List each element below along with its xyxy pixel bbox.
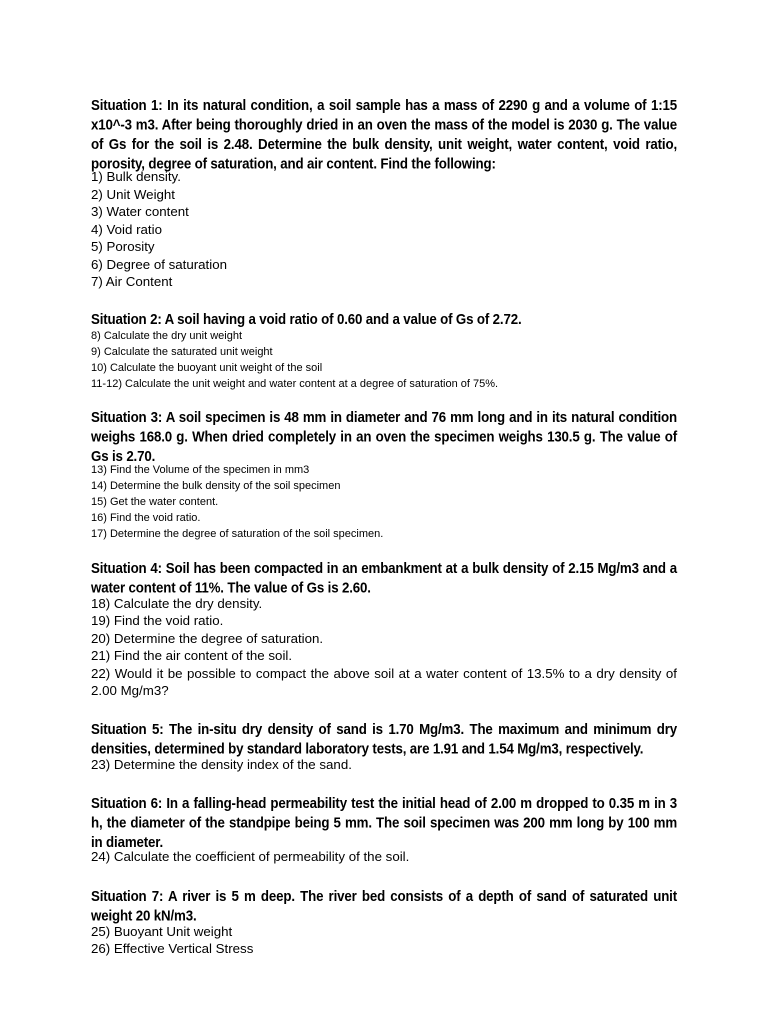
situation-2-questions (91, 328, 677, 392)
question-6: 6) Degree of saturation (91, 256, 228, 272)
question-20: 20) Determine the degree of saturation. (91, 630, 324, 646)
question-26: 26) Effective Vertical Stress (91, 941, 254, 956)
question-4: 4) Void ratio (91, 221, 162, 237)
question-24: 24) Calculate the coefficient of permeability of the soil. (91, 849, 410, 864)
situation-2 (91, 310, 677, 392)
situation-3 (91, 408, 677, 542)
situation-4-prompt: Situation 4: Soil has been compacted in an embankment at a bulk density of 2.15 Mg/m3 and a water content of 11%. The value of Gs is 2.60. (91, 559, 677, 596)
situation-3-questions (91, 462, 677, 542)
question-21: 21) Find the air content of the soil. (91, 648, 293, 663)
question-19: 19) Find the void ratio. (91, 613, 224, 628)
question-18: 18) Calculate the dry density. (91, 595, 263, 611)
situation-5 (91, 720, 677, 774)
question-9: 9) Calculate the saturated unit weight (91, 345, 273, 358)
situation-7-questions (91, 923, 677, 958)
question-15: 15) Get the water content. (91, 495, 219, 508)
situation-1 (91, 96, 677, 291)
situation-1-prompt: Situation 1: In its natural condition, a soil sample has a mass of 2290 g and a volume of 1:15 x10^-3 m3. After being thoroughly dried in an oven the mass of the model is 2030 g. The value of Gs for the soil is 2.48. Determine the bulk density, unit weight, water content, void ratio, porosity, degree of saturation, and air content. Find the following: (91, 97, 677, 172)
situation-6 (91, 794, 677, 866)
question-17: 17) Determine the degree of saturation of the soil specimen. (91, 527, 384, 540)
question-2: 2) Unit Weight (91, 186, 176, 202)
situation-5-prompt: Situation 5: The in-situ dry density of sand is 1.70 Mg/m3. The maximum and minimum dry densities, determined by standard laboratory tests, are 1.91 and 1.54 Mg/m3, respectively. (91, 720, 677, 757)
document-page (91, 96, 677, 978)
question-11-12: 11-12) Calculate the unit weight and water content at a degree of saturation of 75%. (91, 377, 499, 390)
situation-2-prompt: Situation 2: A soil having a void ratio of 0.60 and a value of Gs of 2.72. (91, 310, 522, 327)
question-5: 5) Porosity (91, 239, 155, 254)
question-14: 14) Determine the bulk density of the soil specimen (91, 479, 341, 492)
question-10: 10) Calculate the buoyant unit weight of the soil (91, 361, 323, 374)
question-25: 25) Buoyant Unit weight (91, 923, 233, 939)
question-13: 13) Find the Volume of the specimen in mm3 (91, 463, 310, 476)
question-7: 7) Air Content (91, 274, 173, 289)
situation-7-prompt: Situation 7: A river is 5 m deep. The river bed consists of a depth of sand of saturated unit weight 20 kN/m3. (91, 887, 677, 924)
question-3: 3) Water content (91, 204, 189, 219)
question-1: 1) Bulk density. (91, 169, 181, 184)
situation-4 (91, 559, 677, 700)
situation-4-questions (91, 595, 677, 700)
situation-3-prompt: Situation 3: A soil specimen is 48 mm in diameter and 76 mm long and in its natural condition weighs 168.0 g. When dried completely in an oven the specimen weighs 130.5 g. The value of Gs is 2.70. (91, 408, 677, 464)
question-22: 22) Would it be possible to compact the above soil at a water content of 13.5% to a dry density of 2.00 Mg/m3? (91, 665, 677, 698)
question-8: 8) Calculate the dry unit weight (91, 329, 243, 342)
situation-7 (91, 887, 677, 958)
question-23: 23) Determine the density index of the sand. (91, 756, 352, 772)
situation-6-prompt: Situation 6: In a falling-head permeability test the initial head of 2.00 m dropped to 0.35 m in 3 h, the diameter of the standpipe being 5 mm. The soil specimen was 200 mm long by 100 mm in diameter. (91, 795, 677, 851)
question-16: 16) Find the void ratio. (91, 511, 201, 524)
situation-1-questions (91, 168, 677, 291)
